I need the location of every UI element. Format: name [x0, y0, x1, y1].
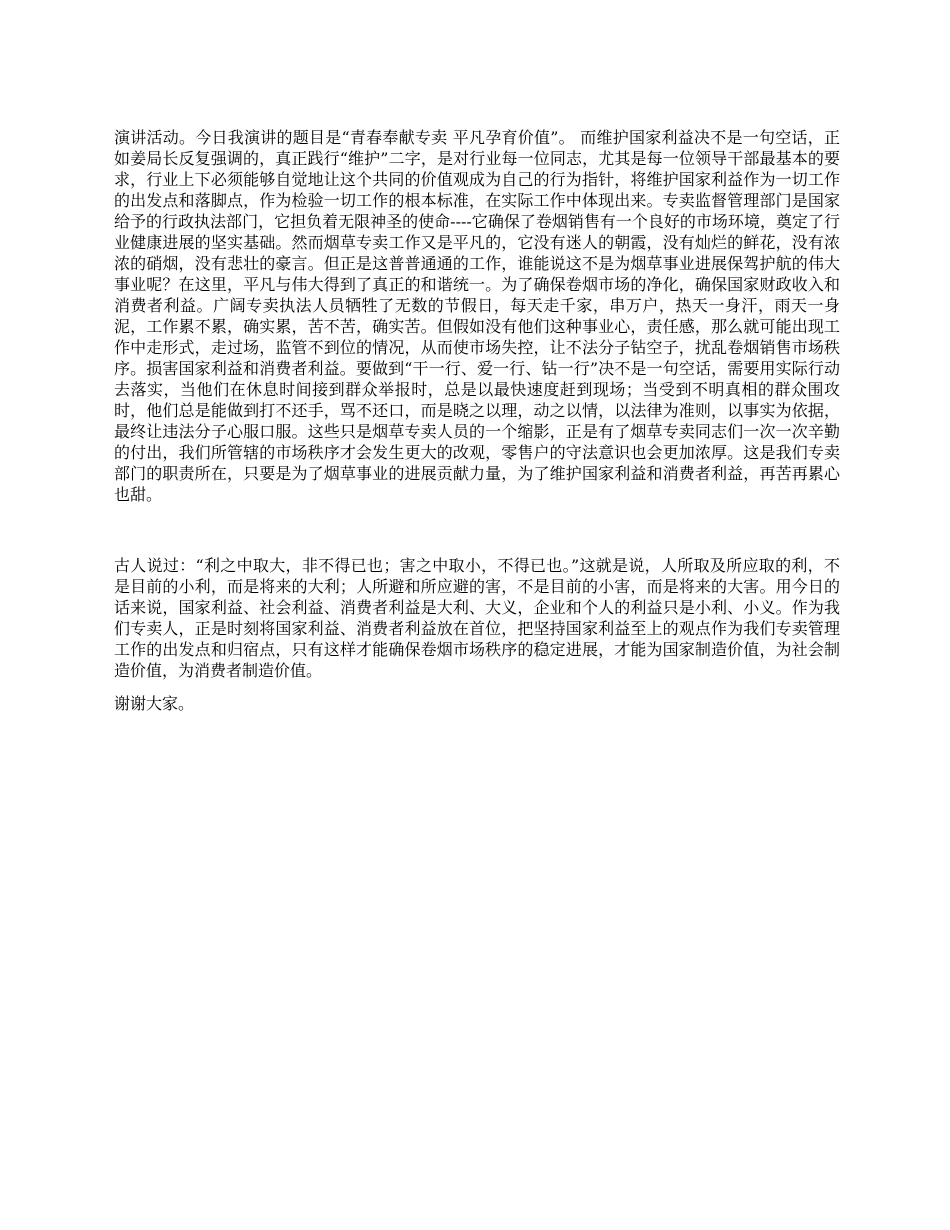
- document-body: [114, 127, 840, 714]
- paragraph-spacer: [114, 505, 840, 555]
- paragraph-closing-thanks: 谢谢大家。: [114, 694, 195, 713]
- paragraph-speech-body: 演讲活动。今日我演讲的题目是“青春奉献专卖 平凡孕育价值”。 而维护国家利益决不是一句空话，正如姜局长反复强调的，真正践行“维护”二字，是对行业每一位同志，尤其是每一位领导干部最基本的要求，行业上下必须能够自觉地让这个共同的价值观成为自己的行为指针，将维护国家利益作为一切工作的出发点和落脚点，作为检验一切工作的根本标准，在实际工作中体现出来。专卖监督管理部门是国家给予的行政执法部门，它担负着无限神圣的使命----它确保了卷烟销售有一个良好的市场环境，奠定了行业健康进展的坚实基础。然而烟草专卖工作又是平凡的，它没有迷人的朝霞，没有灿烂的鲜花，没有浓浓的硝烟，没有悲壮的豪言。但正是这普普通通的工作，谁能说这不是为烟草事业进展保驾护航的伟大事业呢？在这里，平凡与伟大得到了真正的和谐统一。为了确保卷烟市场的净化，确保国家财政收入和消费者利益。广阔专卖执法人员牺牲了无数的节假日，每天走千家，串万户，热天一身汗，雨天一身泥，工作累不累，确实累，苦不苦，确实苦。但假如没有他们这种事业心，责任感，那么就可能出现工作中走形式，走过场，监管不到位的情况，从而使市场失控，让不法分子钻空子，扰乱卷烟销售市场秩序。损害国家利益和消费者利益。要做到“干一行、爱一行、钻一行”决不是一句空话，需要用实际行动去落实，当他们在休息时间接到群众举报时，总是以最快速度赶到现场；当受到不明真相的群众围攻时，他们总是能做到打不还手，骂不还口，而是晓之以理，动之以情，以法律为准则，以事实为依据，最终让违法分子心服口服。这些只是烟草专卖人员的一个缩影，正是有了烟草专卖同志们一次一次辛勤的付出，我们所管辖的市场秩序才会发生更大的改观，零售户的守法意识也会更加浓厚。这是我们专卖部门的职责所在，只要是为了烟草事业的进展贡献力量，为了维护国家利益和消费者利益，再苦再累心也甜。: [114, 128, 840, 504]
- paragraph-ancient-saying: 古人说过：“利之中取大，非不得已也；害之中取小，不得已也。”这就是说，人所取及所应取的利，不是目前的小利，而是将来的大利；人所避和所应避的害，不是目前的小害，而是将来的大害。用今日的话来说，国家利益、社会利益、消费者利益是大利、大义，企业和个人的利益只是小利、小义。作为我们专卖人，正是时刻将国家利益、消费者利益放在首位，把坚持国家利益至上的观点作为我们专卖管理工作的出发点和归宿点，只有这样才能确保卷烟市场秩序的稳定进展，才能为国家制造价值，为社会制造价值，为消费者制造价值。: [114, 556, 840, 680]
